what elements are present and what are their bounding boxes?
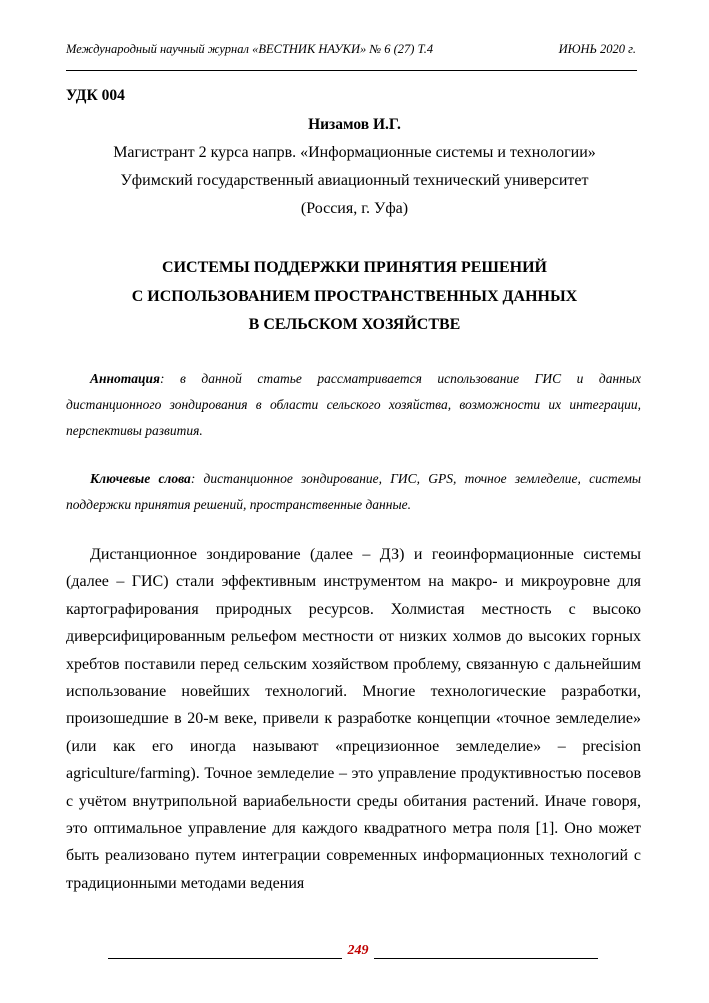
running-header [66,40,636,58]
keywords-text: : дистанционное зондирование, ГИС, GPS, точное земледелие, системы поддержки принятия решений, пространственные данные. [66,471,642,512]
journal-title: Международный научный журнал «ВЕСТНИК НАУКИ» № 6 (27) Т.4 [66,42,434,56]
keywords-label: Ключевые слова [90,471,191,486]
body-paragraph: Дистанционное зондирование (далее – ДЗ) и геоинформационные системы (далее – ГИС) стали эффективным инструментом на макро- и микроуровне для картографирования природных ресурсов. Холмистая местность с высоко диверсифицированным рельефом местности от низких холмов до высоких горных хребтов поставили перед сельским хозяйством проблему, связанную с дальнейшим использование новейших технологий. Многие технологические разработки, произошедшие в 20-м веке, привели к разработке концепции «точное земледелие» (или как его иногда называют «прецизионное земледелие» – precision agriculture/farming). Точное земледелие – это управление продуктивностью посевов с учётом внутрипольной вариабельности среды обитания растений. Иначе говоря, это оптимальное управление для каждого квадратного метра поля [1]. Оно может быть реализовано путем интеграции современных информационных технологий с традиционными методами ведения [66,546,641,892]
affiliation-line: Магистрант 2 курса напрв. «Информационные системы и технологии» [113,144,596,161]
article-title-line: В СЕЛЬСКОМ ХОЗЯЙСТВЕ [248,316,461,333]
udk-code: УДК 004 [66,87,125,104]
issue-date: ИЮНЬ 2020 г. [558,42,636,56]
article-title-line: С ИСПОЛЬЗОВАНИЕМ ПРОСТРАНСТВЕННЫХ ДАННЫХ [131,288,578,305]
annotation-label: Аннотация [90,371,160,386]
keywords-paragraph [66,466,641,518]
page-footer [108,942,598,962]
affiliation-line: Уфимский государственный авиационный технический университет [120,172,589,189]
author-name: Низамов И.Г. [308,116,401,133]
footer-rule-right [374,958,598,959]
affiliation-line: (Россия, г. Уфа) [300,200,409,217]
annotation-paragraph [66,366,641,444]
article-title-line: СИСТЕМЫ ПОДДЕРЖКИ ПРИНЯТИЯ РЕШЕНИЙ [162,259,547,276]
header-divider [66,70,637,71]
annotation-text: : в данной статье рассматривается использование ГИС и данных дистанционного зондирования в области сельского хозяйства, возможности их интеграции, перспективы развития. [66,371,641,438]
page-number: 249 [347,943,369,958]
footer-rule-left [108,958,342,959]
